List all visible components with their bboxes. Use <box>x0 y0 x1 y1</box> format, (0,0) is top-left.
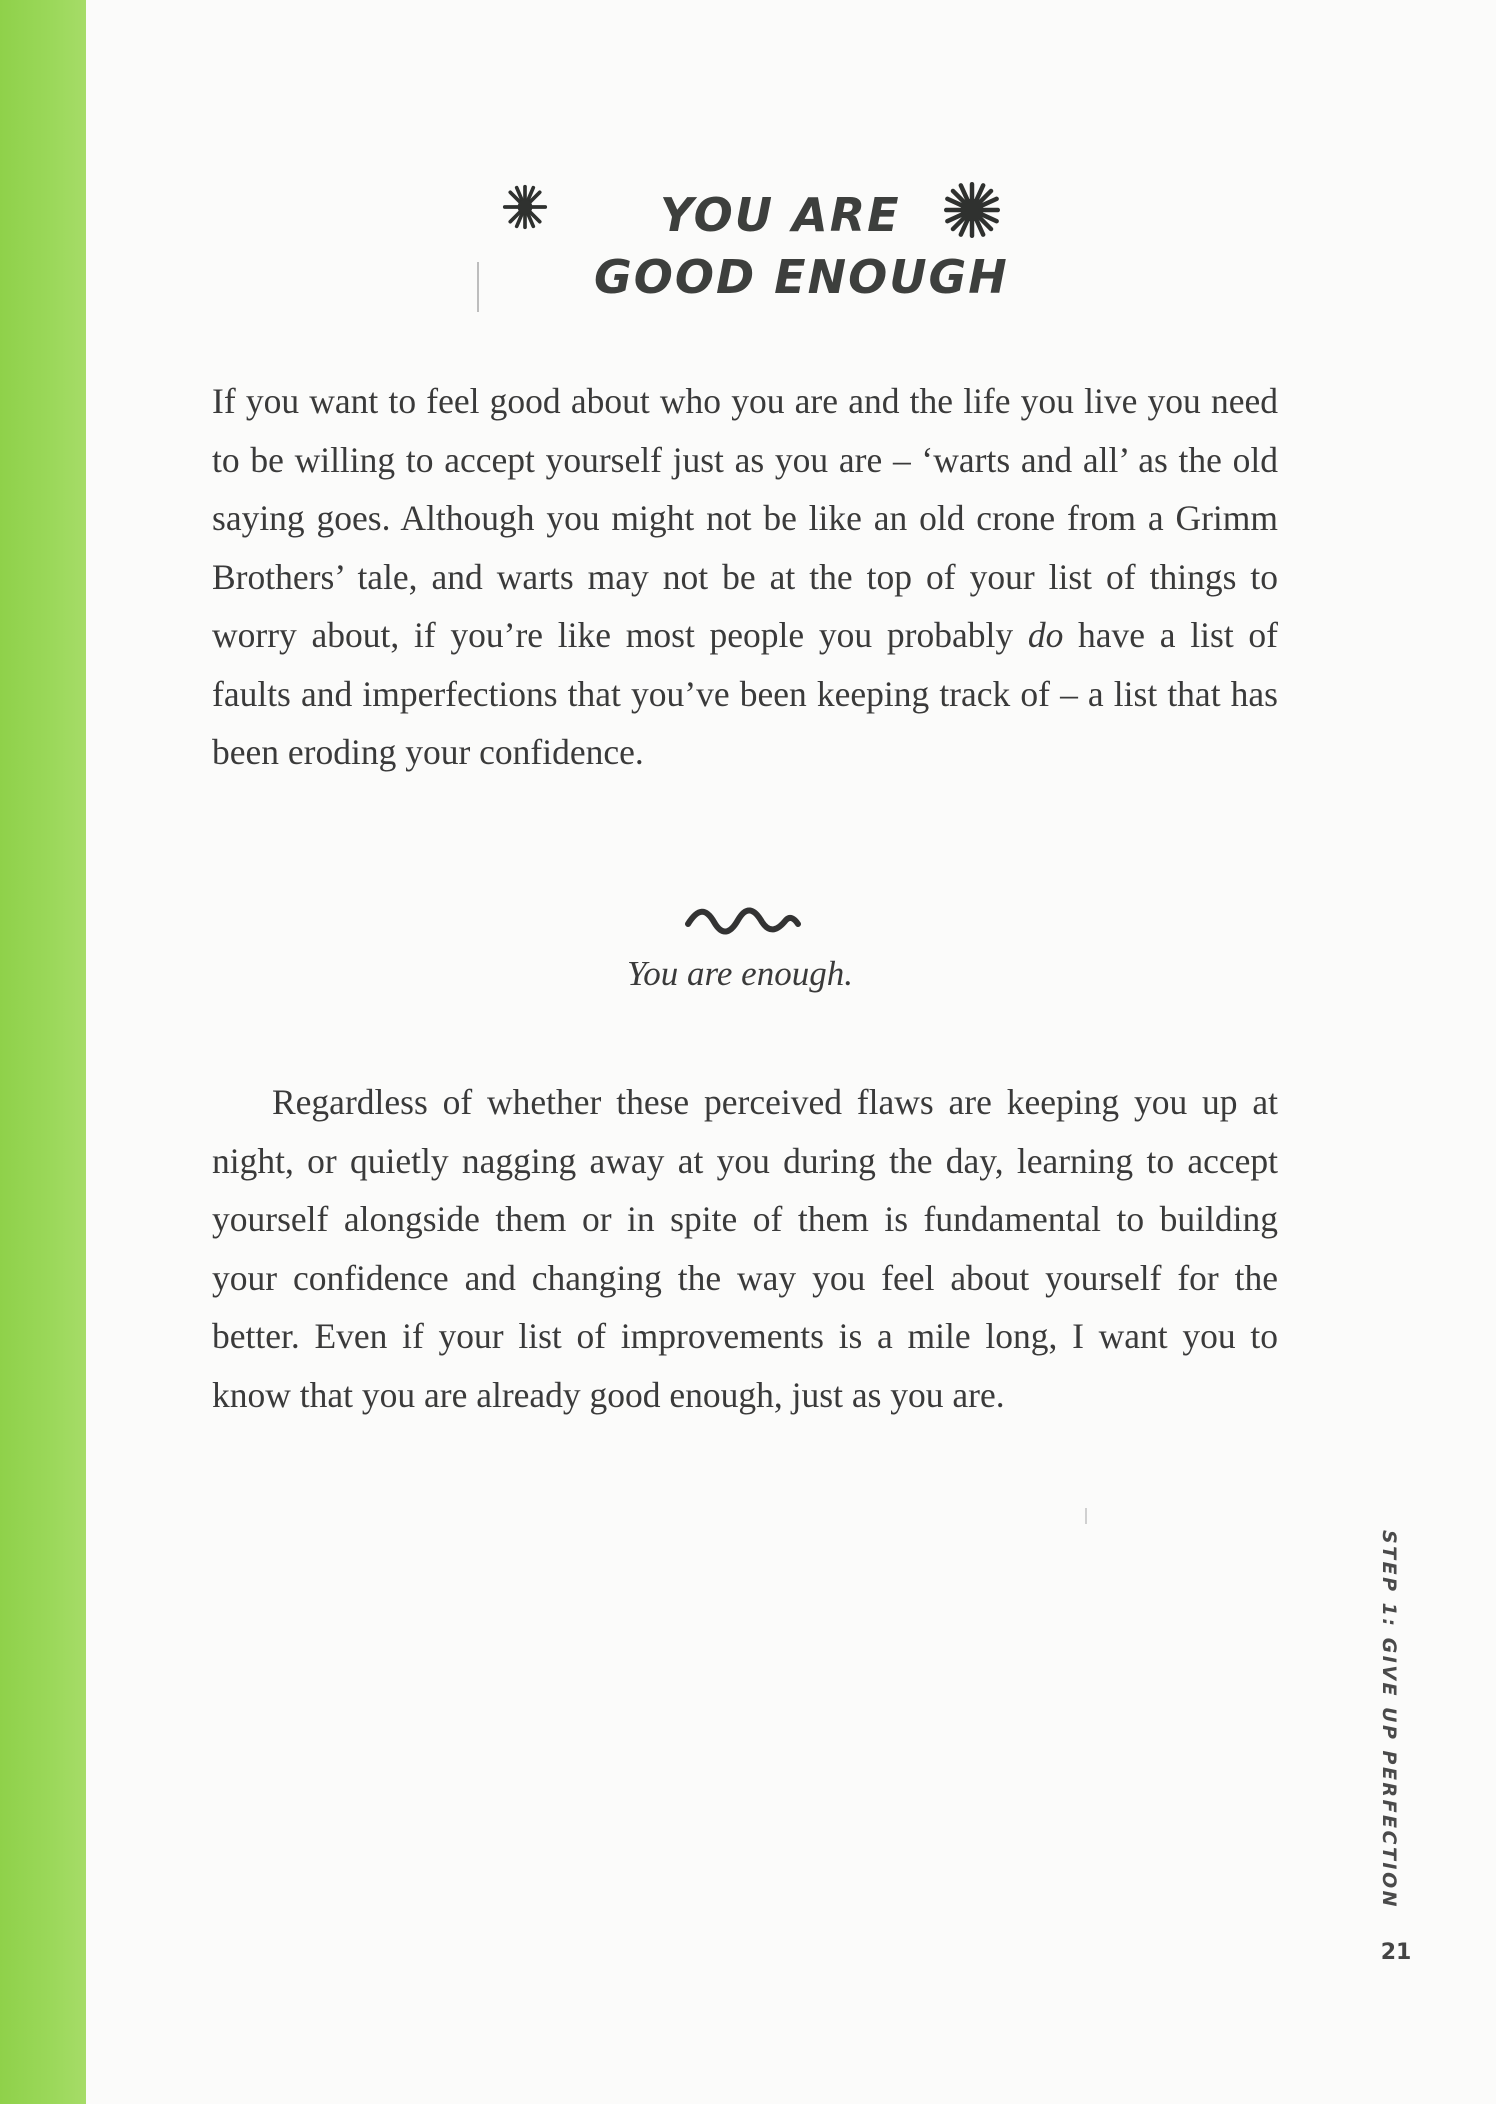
running-head-text: STEP 1: GIVE UP PERFECTION <box>1378 1530 1400 1910</box>
pull-quote: You are enough. <box>627 954 853 993</box>
heading-line-1: YOU ARE <box>660 188 901 242</box>
body-paragraph-2: Regardless of whether these perceived flaws are keeping you up at night, or quietly nagging away at you during the day, learning to accept yourself alongside them or in spite of them is fundamental to building your confidence and changing the way you feel about yourself for the better. Even if your list of improvements is a mile long, I want you to know that you are already good enough, just as you are. <box>212 1082 1278 1415</box>
paragraph-1-text-end: have a list of faults and imperfections that you’ve been keeping track of – a list that has been eroding your confidence. <box>212 615 1278 772</box>
heading-line-2: GOOD ENOUGH <box>594 250 1009 304</box>
scan-speck <box>1085 1508 1087 1524</box>
paragraph-1-text-start: If you want to feel good about who you are and the life you live you need to be willing to accept yourself just as you are – ‘warts and all’ as the old saying goes. Although you might not be like an old crone from a Grimm Brothers’ tale, and warts may not be at the top of your list of things to worry about, if you’re like most people you probably <box>212 381 1278 655</box>
running-head <box>1378 1530 1418 1910</box>
asterisk-star-icon <box>502 184 548 230</box>
asterisk-star-icon <box>944 182 1000 238</box>
squiggle-divider-icon <box>684 900 802 940</box>
chapter-heading <box>480 180 1020 320</box>
emphasis-do: do <box>1027 615 1064 655</box>
body-paragraph-1 <box>212 372 1278 782</box>
scan-speck <box>477 262 479 312</box>
green-edge-strip <box>0 0 86 2104</box>
page-number: 21 <box>1380 1940 1412 1965</box>
